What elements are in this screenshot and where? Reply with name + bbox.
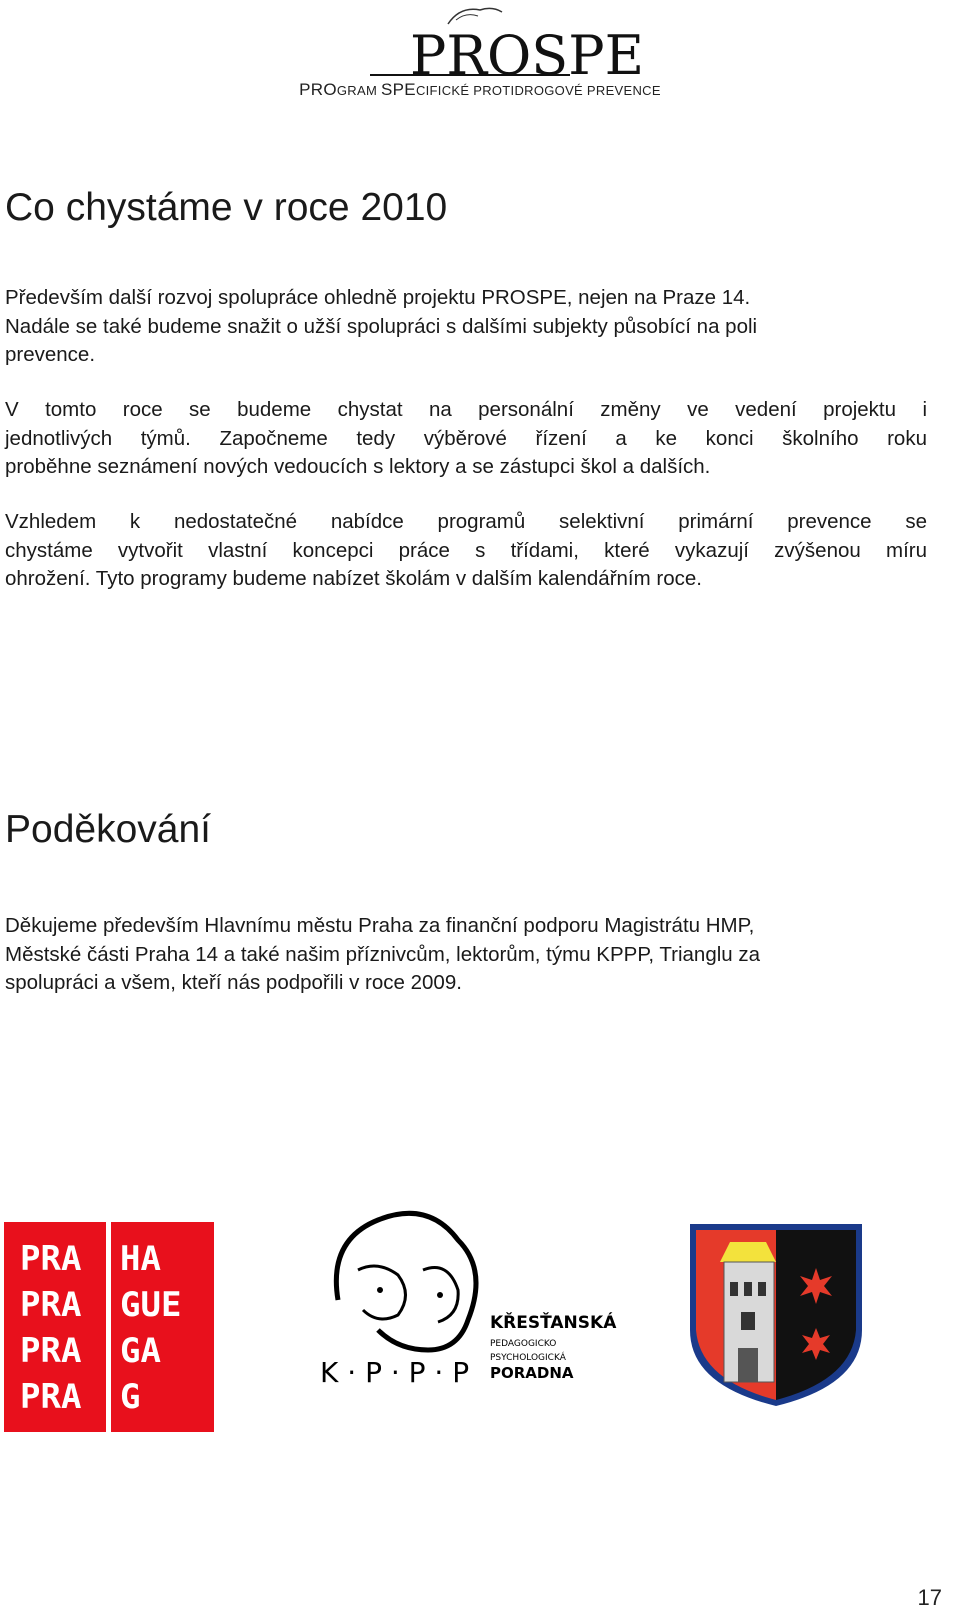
text-line: jednotlivých týmů. Započneme tedy výběrové řízení a ke konci školního roku [5, 426, 927, 450]
kppp-line: PSYCHOLOGICKÁ [490, 1353, 566, 1363]
section-title-plans: Co chystáme v roce 2010 [5, 186, 448, 229]
text-line: Děkujeme především Hlavnímu městu Praha za finanční podporu Magistrátu HMP, [5, 914, 755, 937]
praha-text: G [120, 1377, 141, 1417]
kppp-line: KŘESŤANSKÁ [490, 1313, 617, 1333]
praha-text: PRA [20, 1239, 82, 1279]
praha-text: HA [120, 1239, 161, 1279]
praha-text: PRA [20, 1285, 82, 1325]
praha-text: GA [120, 1331, 161, 1371]
subtitle-part: CIFICKÉ PROTIDROGOVÉ PREVENCE [415, 83, 661, 98]
page-number: 17 [917, 1585, 942, 1610]
text-line: ohrožení. Tyto programy budeme nabízet školám v dalším kalendářním roce. [5, 567, 702, 590]
praha14-crest [686, 1220, 866, 1410]
text-line: chystáme vytvořit vlastní koncepci práce s třídami, které vykazují zvýšenou míru [5, 538, 927, 562]
program-subtitle [0, 80, 960, 100]
subtitle-part: PRO [299, 80, 337, 99]
paragraph [5, 912, 927, 998]
text-line: Nadále se také budeme snažit o užší spolupráci s dalšími subjekty působící na poli [5, 314, 758, 338]
page-header [0, 0, 960, 110]
kppp-line: PORADNA [490, 1364, 574, 1382]
subtitle-part: GRAM [336, 83, 382, 98]
text-line: proběhne seznámení nových vedoucích s lektory a se zástupci škol a dalších. [5, 455, 711, 478]
text-line: spolupráci a všem, kteří nás podpořili v roce 2009. [5, 971, 462, 994]
kppp-line: PEDAGOGICKO [490, 1339, 557, 1349]
text-line: V tomto roce se budeme chystat na personální změny ve vedení projektu i [5, 398, 927, 421]
praha-text: PRA [20, 1331, 82, 1371]
praha-logo [4, 1222, 214, 1432]
logo-text: PROSPE [410, 24, 645, 87]
prospe-logo [360, 2, 645, 87]
kppp-logo [318, 1200, 638, 1400]
subtitle-part: SPE [381, 80, 416, 99]
paragraph [5, 396, 927, 482]
paragraph [5, 508, 927, 594]
praha-text: PRA [20, 1377, 82, 1417]
text-line: prevence. [5, 343, 96, 366]
section-title-thanks: Poděkování [5, 808, 211, 851]
text-line: Především další rozvoj spolupráce ohledně projektu PROSPE, nejen na Praze 14. [5, 286, 751, 309]
text-line: Vzhledem k nedostatečné nabídce programů selektivní primární prevence se [5, 510, 927, 533]
paragraph [5, 284, 927, 370]
text-line: Městské části Praha 14 a také našim příznivcům, lektorům, týmu KPPP, Trianglu za [5, 942, 761, 966]
kppp-abbr: K · P · P · P [320, 1356, 470, 1389]
praha-text: GUE [120, 1285, 182, 1325]
